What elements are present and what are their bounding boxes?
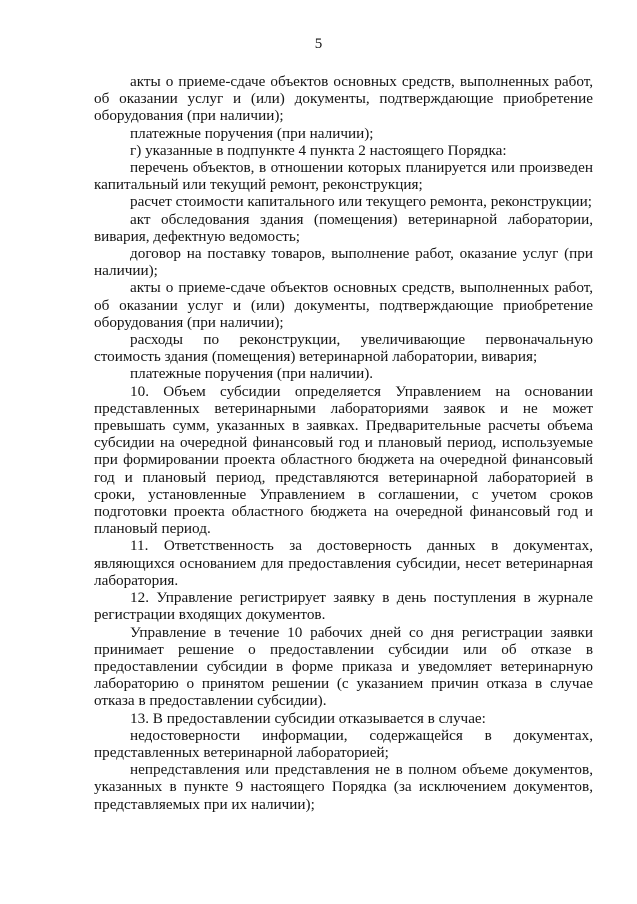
paragraph: перечень объектов, в отношении которых планируется или произведен капитальный или текущий ремонт, реконструкция;	[94, 159, 593, 194]
page-number: 5	[314, 36, 323, 52]
paragraph: акты о приеме-сдаче объектов основных средств, выполненных работ, об оказании услуг и (или) документы, подтверждающие приобретение оборудования (при наличии);	[94, 279, 593, 331]
paragraph: г) указанные в подпункте 4 пункта 2 настоящего Порядка:	[130, 141, 507, 159]
paragraph: платежные поручения (при наличии);	[130, 124, 374, 142]
paragraph: 10. Объем субсидии определяется Управлением на основании представленных ветеринарными лабораториями заявок и не может превышать сумм, указанных в заявках. Предварительные расчеты объема субсидии на очередной финансовый год и плановый период, используемые при формировании проекта областного бюджета на очередной финансовый год и плановый период, представляются ветеринарной лабораторией в сроки, установленные Управлением в соглашении, с учетом сроков подготовки проекта областного бюджета на очередной финансовый год и плановый период.	[94, 382, 593, 538]
paragraph: акты о приеме-сдаче объектов основных средств, выполненных работ, об оказании услуг и (или) документы, подтверждающие приобретение оборудования (при наличии);	[94, 73, 593, 125]
paragraph: недостоверности информации, содержащейся в документах, представленных ветеринарной лабораторией;	[94, 726, 593, 761]
paragraph: 11. Ответственность за достоверность данных в документах, являющихся основанием для предоставления субсидии, несет ветеринарная лаборатория.	[94, 537, 593, 589]
paragraph: договор на поставку товаров, выполнение работ, оказание услуг (при наличии);	[94, 245, 593, 280]
paragraph: Управление в течение 10 рабочих дней со дня регистрации заявки принимает решение о предоставлении субсидии или об отказе в предоставлении субсидии в форме приказа и уведомляет ветеринарную лабораторию о принятом решении (с указанием причин отказа в случае отказа в предоставлении субсидии).	[94, 623, 593, 710]
paragraph: расходы по реконструкции, увеличивающие первоначальную стоимость здания (помещения) ветеринарной лаборатории, вивария;	[94, 331, 593, 366]
paragraph: 13. В предоставлении субсидии отказывается в случае:	[130, 709, 486, 727]
paragraph: акт обследования здания (помещения) ветеринарной лаборатории, вивария, дефектную ведомость;	[94, 210, 593, 245]
paragraph: 12. Управление регистрирует заявку в день поступления в журнале регистрации входящих документов.	[94, 589, 593, 624]
paragraph: расчет стоимости капитального или текущего ремонта, реконструкции;	[130, 193, 592, 211]
paragraph: непредставления или представления не в полном объеме документов, указанных в пункте 9 настоящего Порядка (за исключением документов, представляемых при их наличии);	[94, 761, 593, 813]
paragraph: платежные поручения (при наличии).	[130, 365, 374, 383]
body-text	[94, 73, 593, 813]
